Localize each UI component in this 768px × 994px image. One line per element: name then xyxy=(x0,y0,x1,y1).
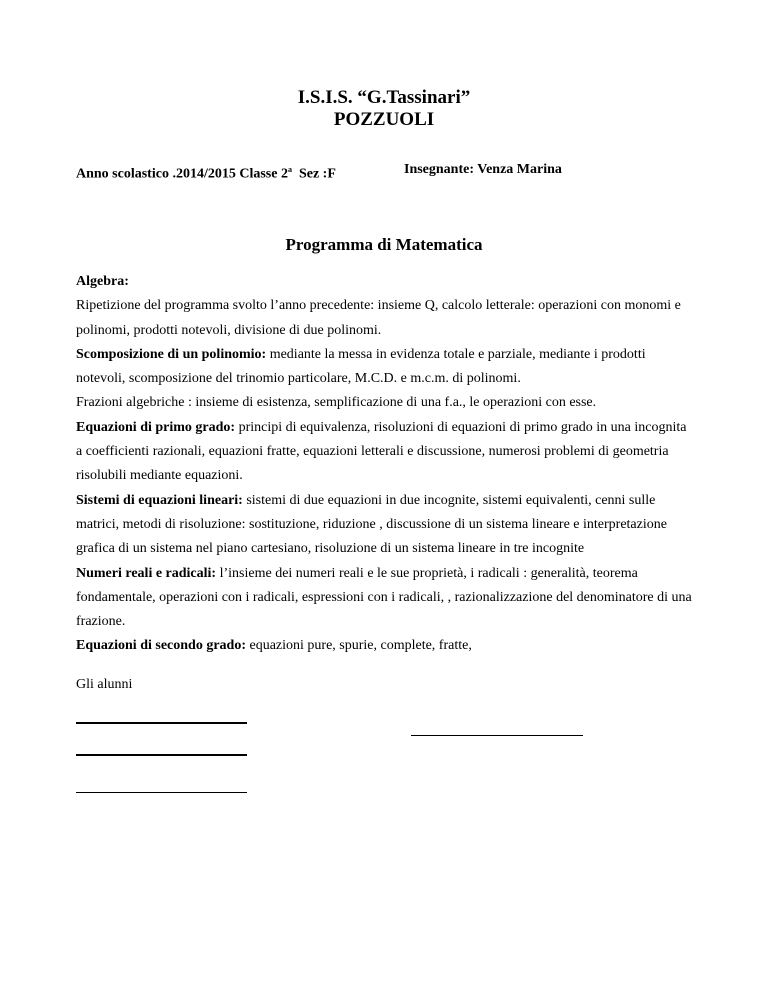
class-superscript: a xyxy=(287,165,292,174)
school-city: POZZUOLI xyxy=(333,109,435,130)
primo-grado-label: Equazioni di primo grado: xyxy=(76,419,236,435)
teacher-signature-line xyxy=(411,735,583,736)
program-title: Programma di Matematica xyxy=(285,235,483,254)
program-content xyxy=(76,270,696,659)
class-info xyxy=(76,161,336,184)
scomposizione-label: Scomposizione di un polinomio: xyxy=(76,346,267,362)
teacher-name: Insegnante: Venza Marina xyxy=(404,162,562,177)
sistemi-label: Sistemi di equazioni lineari: xyxy=(76,492,243,508)
reali-label: Numeri reali e radicali: xyxy=(76,565,217,581)
paragraph-sistemi: Sistemi di equazioni lineari: sistemi di due equazioni in due incognite, sistemi equivalenti, cenni sulle matrici, metodi di risoluzione: sostituzione, riduzione , discussione di un sistema lineare e interpretazione grafica di un sistema nel piano cartesiano, risoluzione di un sistema lineare in tre incognite xyxy=(76,492,667,557)
school-year-class: Anno scolastico .2014/2015 Classe 2 xyxy=(76,166,288,182)
algebra-heading: Algebra: xyxy=(76,274,129,289)
paragraph-frazioni: Frazioni algebriche : insieme di esistenza, semplificazione di una f.a., le operazioni con esse. xyxy=(76,395,597,411)
school-name: I.S.I.S. “G.Tassinari” xyxy=(297,87,471,108)
paragraph-reali: Numeri reali e radicali: l’insieme dei numeri reali e le sue proprietà, i radicali : generalità, teorema fondamentale, operazioni con i radicali, espressioni con i radicali, , razionalizzazione del denominatore di una frazione. xyxy=(76,565,692,630)
signature-line xyxy=(76,754,247,756)
signature-line xyxy=(76,722,247,724)
paragraph-ripetizione: Ripetizione del programma svolto l’anno precedente: insieme Q, calcolo letterale: operazioni con monomi e polinomi, prodotti notevoli, divisione di due polinomi. xyxy=(76,298,681,338)
paragraph-primo-grado: Equazioni di primo grado: principi di equivalenza, risoluzioni di equazioni di primo grado in una incognita a coefficienti razionali, equazioni fratte, equazioni letterali e discussione, numerosi problemi di geometria risolubili mediante equazioni. xyxy=(76,419,687,484)
paragraph-scomposizione: Scomposizione di un polinomio: mediante la messa in evidenza totale e parziale, mediante i prodotti notevoli, scomposizione del trinomio particolare, M.C.D. e m.c.m. di polinomi. xyxy=(76,346,646,387)
students-label: Gli alunni xyxy=(76,677,133,692)
paragraph-secondo-grado: Equazioni di secondo grado: equazioni pure, spurie, complete, fratte, xyxy=(76,638,472,654)
signature-line xyxy=(76,792,247,793)
section-label: Sez :F xyxy=(291,166,336,182)
secondo-grado-label: Equazioni di secondo grado: xyxy=(76,638,246,654)
